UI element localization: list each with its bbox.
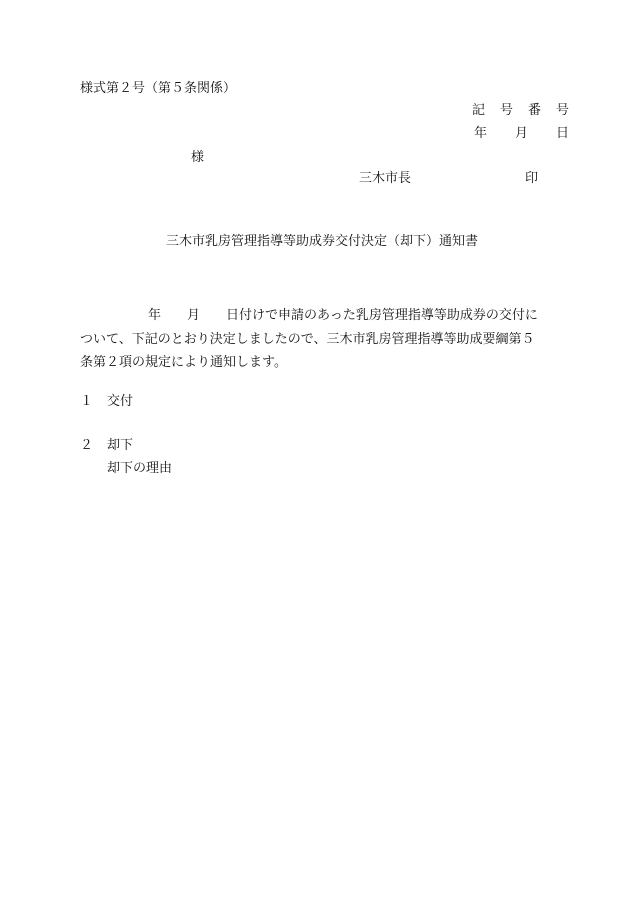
body-line: ついて、下記のとおり決定しましたので、三木市乳房管理指導等助成要綱第５ [80,331,535,347]
date-label [474,127,569,140]
item-number: １ [80,394,94,409]
addressee-honorific: 様 [191,150,205,165]
seal-mark: 印 [525,171,539,186]
doc-number-char: 記 [471,103,485,118]
item-number: ２ [80,438,94,453]
form-number: 様式第２号（第５条関係） [80,81,237,96]
body-paragraph [80,304,572,375]
doc-number-char: 号 [499,103,513,118]
date-char-day: 日 [555,126,569,141]
item-label-reject-reason: 却下の理由 [107,461,173,476]
document-title: 三木市乳房管理指導等助成券交付決定（却下）通知書 [165,234,478,249]
document-number-label [472,104,569,117]
doc-number-char: 号 [555,103,569,118]
sender-name: 三木市長 [359,171,412,186]
body-line: 条第２項の規定により通知します。 [80,355,287,370]
body-line: 年 月 日付けで申請のあった乳房管理指導等助成券の交付に [148,308,538,323]
date-char-year: 年 [473,126,487,141]
item-label-reject: 却下 [107,438,134,453]
date-char-month: 月 [514,126,528,141]
item-label-grant: 交付 [107,394,134,409]
doc-number-char: 番 [527,103,541,118]
